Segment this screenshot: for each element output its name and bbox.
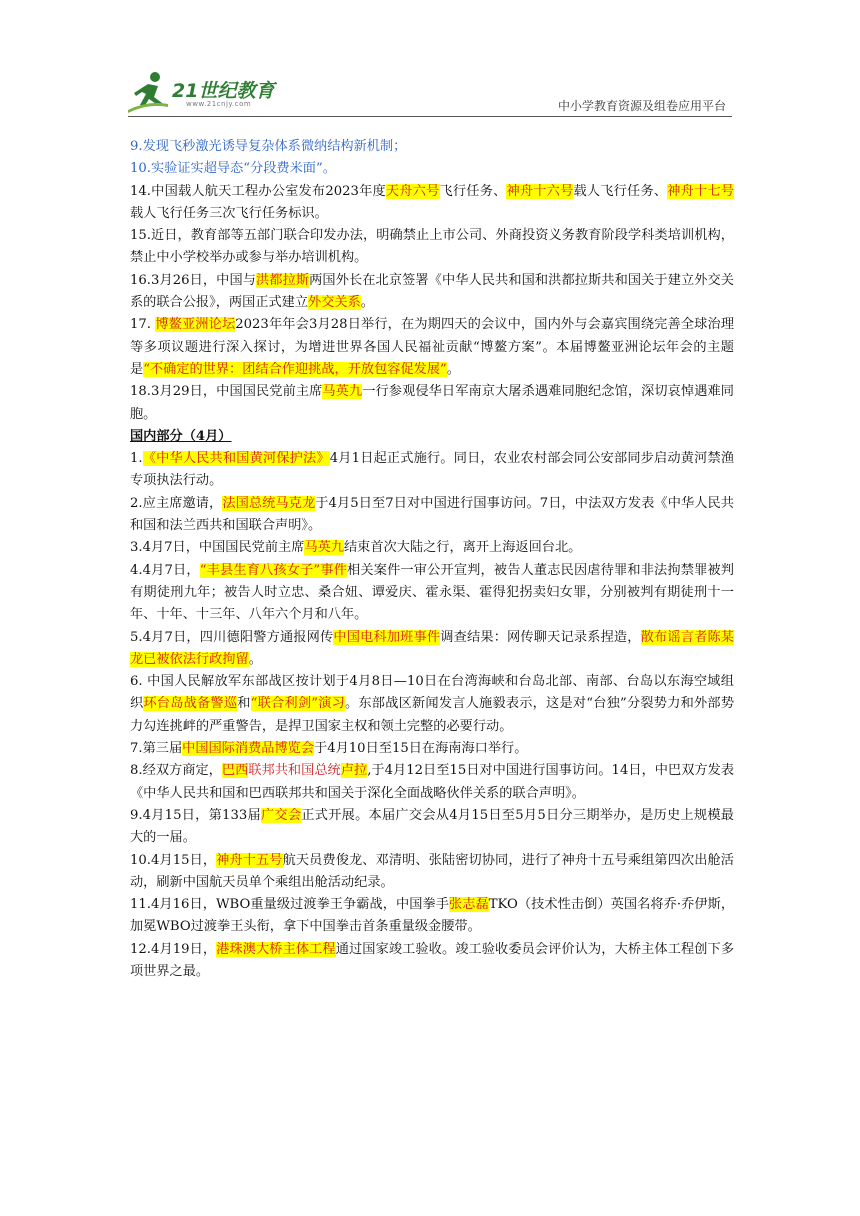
list-item: 15.近日，教育部等五部门联合印发办法，明确禁止上市公司、外商投资义务教育阶段学科类培训机构，禁止中小学校举办或参与举办培训机构。 (130, 228, 734, 266)
highlight: 巴西 (221, 763, 249, 779)
list-item: 3.4月7日，中国国民党前主席马英九结束首次大陆之行，离开上海返回台北。 (130, 540, 582, 556)
highlight: 天舟六号 (385, 183, 440, 199)
highlight: 马英九 (322, 384, 363, 400)
highlight: “不确定的世界：团结合作迎挑战，开放包容促发展” (143, 361, 447, 377)
highlight: 卢拉 (340, 763, 368, 779)
list-item: 2.应主席邀请，法国总统马克龙于4月5日至7日对中国进行国事访问。7日，中法双方发表《中华人民共和国和法兰西共和国联合声明》。 (130, 495, 734, 534)
list-item: 9.4月15日，第133届广交会正式开展。本届广交会从4月15日至5月5日分三期举办，是历史上规模最大的一届。 (130, 807, 734, 846)
list-item: 10.实验证实超导态“分段费米面”。 (130, 161, 336, 177)
highlight: 洪都拉斯 (256, 272, 310, 288)
brand-logo (128, 70, 303, 114)
list-item: 10.4月15日，神舟十五号航天员费俊龙、邓清明、张陆密切协同，进行了神舟十五号乘组第四次出舱活动，刷新中国航天员单个乘组出舱活动纪录。 (130, 852, 734, 890)
list-item: 11.4月16日，WBO重量级过渡拳王争霸战，中国拳手张志磊TKO（技术性击倒）英国名将乔·乔伊斯，加冕WBO过渡拳王头衔，拿下中国拳击首条重量级金腰带。 (130, 897, 735, 935)
highlight: 广交会 (260, 807, 302, 823)
highlight: 马英九 (304, 540, 344, 556)
highlight: 环台岛战备警巡 (143, 696, 238, 712)
list-item: 9.发现飞秒激光诱导复杂体系微纳结构新机制； (130, 139, 407, 154)
list-item: 17. 博鳌亚洲论坛2023年年会3月28日举行，在为期四天的会议中，国内外与会嘉宾围绕完善全球治理等多项议题进行深入探讨，为增进世界各国人民福祉贡献“博鳌方案”。本届博鳌亚洲论坛年会的主题是“不确定的世界：团结合作迎挑战，开放包容促发展”。 (130, 317, 734, 377)
section-heading: 国内部分（4月） (130, 428, 232, 444)
logo-url: www.21cnjy.com (186, 100, 252, 108)
list-item: 4.4月7日，“丰县生育八孩女子”事件相关案件一审公开宣判，被告人董志民因虐待罪和非法拘禁罪被判有期徒刑九年；被告人时立忠、桑合妞、谭爱庆、霍永渠、霍得犯拐卖妇女罪，分别被判有期徒刑十一年、十年、十三年、八年六个月和八年。 (130, 562, 734, 623)
highlight: 中国电科加班事件 (333, 629, 441, 645)
highlight: 外交关系 (308, 295, 361, 311)
list-item: 1.《中华人民共和国黄河保护法》4月1日起正式施行。同日，农业农村部会同公安部同步启动黄河禁渔专项执法行动。 (130, 451, 735, 489)
highlight: 港珠澳大桥主体工程 (216, 941, 336, 957)
highlight: 《中华人民共和国黄河保护法》 (142, 451, 330, 467)
list-item: 12.4月19日，港珠澳大桥主体工程通过国家竣工验收。竣工验收委员会评价认为，大桥主体工程创下多项世界之最。 (130, 941, 735, 979)
highlight: 神舟十七号 (667, 183, 735, 199)
list-item: 6. 中国人民解放军东部战区按计划于4月8日—10日在台湾海峡和台岛北部、南部、台岛以东海空域组织环台岛战备警巡和“联合利剑”演习。东部战区新闻发言人施毅表示，这是对“台独”分裂势力和外部势力勾连挑衅的严重警告，是捍卫国家主权和领土完整的必要行动。 (130, 674, 735, 734)
highlight: 散布谣言者陈某龙已被依法行政拘留 (130, 629, 734, 667)
highlight: 神舟十五号 (216, 852, 283, 868)
highlight: 博鳌亚洲论坛 (155, 317, 236, 333)
page-header (128, 70, 732, 117)
runner-logo-icon (128, 70, 170, 114)
list-item: 7.第三届中国国际消费品博览会于4月10日至15日在海南海口举行。 (130, 741, 528, 757)
logo-title: 21世纪教育 (172, 80, 275, 102)
list-item: 8.经双方商定，巴西联邦共和国总统卢拉,于4月12日至15日对中国进行国事访问。14日，中巴双方发表《中华人民共和国和巴西联邦共和国关于深化全面战略伙伴关系的联合声明》。 (130, 763, 735, 801)
platform-name: 中小学教育资源及组卷应用平台 (557, 99, 726, 113)
highlight: “联合利剑”演习 (250, 696, 345, 712)
list-item: 18.3月29日，中国国民党前主席马英九一行参观侵华日军南京大屠杀遇难同胞纪念馆，深切哀悼遇难同胞。 (130, 384, 734, 422)
highlight: “丰县生育八孩女子”事件 (199, 562, 348, 578)
list-item: 5.4月7日，四川德阳警方通报网传中国电科加班事件调查结果：网传聊天记录系捏造，散布谣言者陈某龙已被依法行政拘留。 (130, 629, 734, 667)
highlight: 神舟十六号 (506, 183, 574, 199)
highlight: 法国总统马克龙 (222, 495, 316, 511)
highlight: 张志磊 (449, 897, 489, 913)
list-item: 16.3月26日，中国与洪都拉斯两国外长在北京签署《中华人民共和国和洪都拉斯共和国关于建立外交关系的联合公报》，两国正式建立外交关系。 (130, 272, 734, 311)
highlight: 中国国际消费品博览会 (182, 741, 315, 757)
list-item: 14.中国载人航天工程办公室发布2023年度天舟六号飞行任务、神舟十六号载人飞行任务、神舟十七号载人飞行任务三次飞行任务标识。 (130, 183, 735, 221)
document-body (130, 136, 734, 983)
